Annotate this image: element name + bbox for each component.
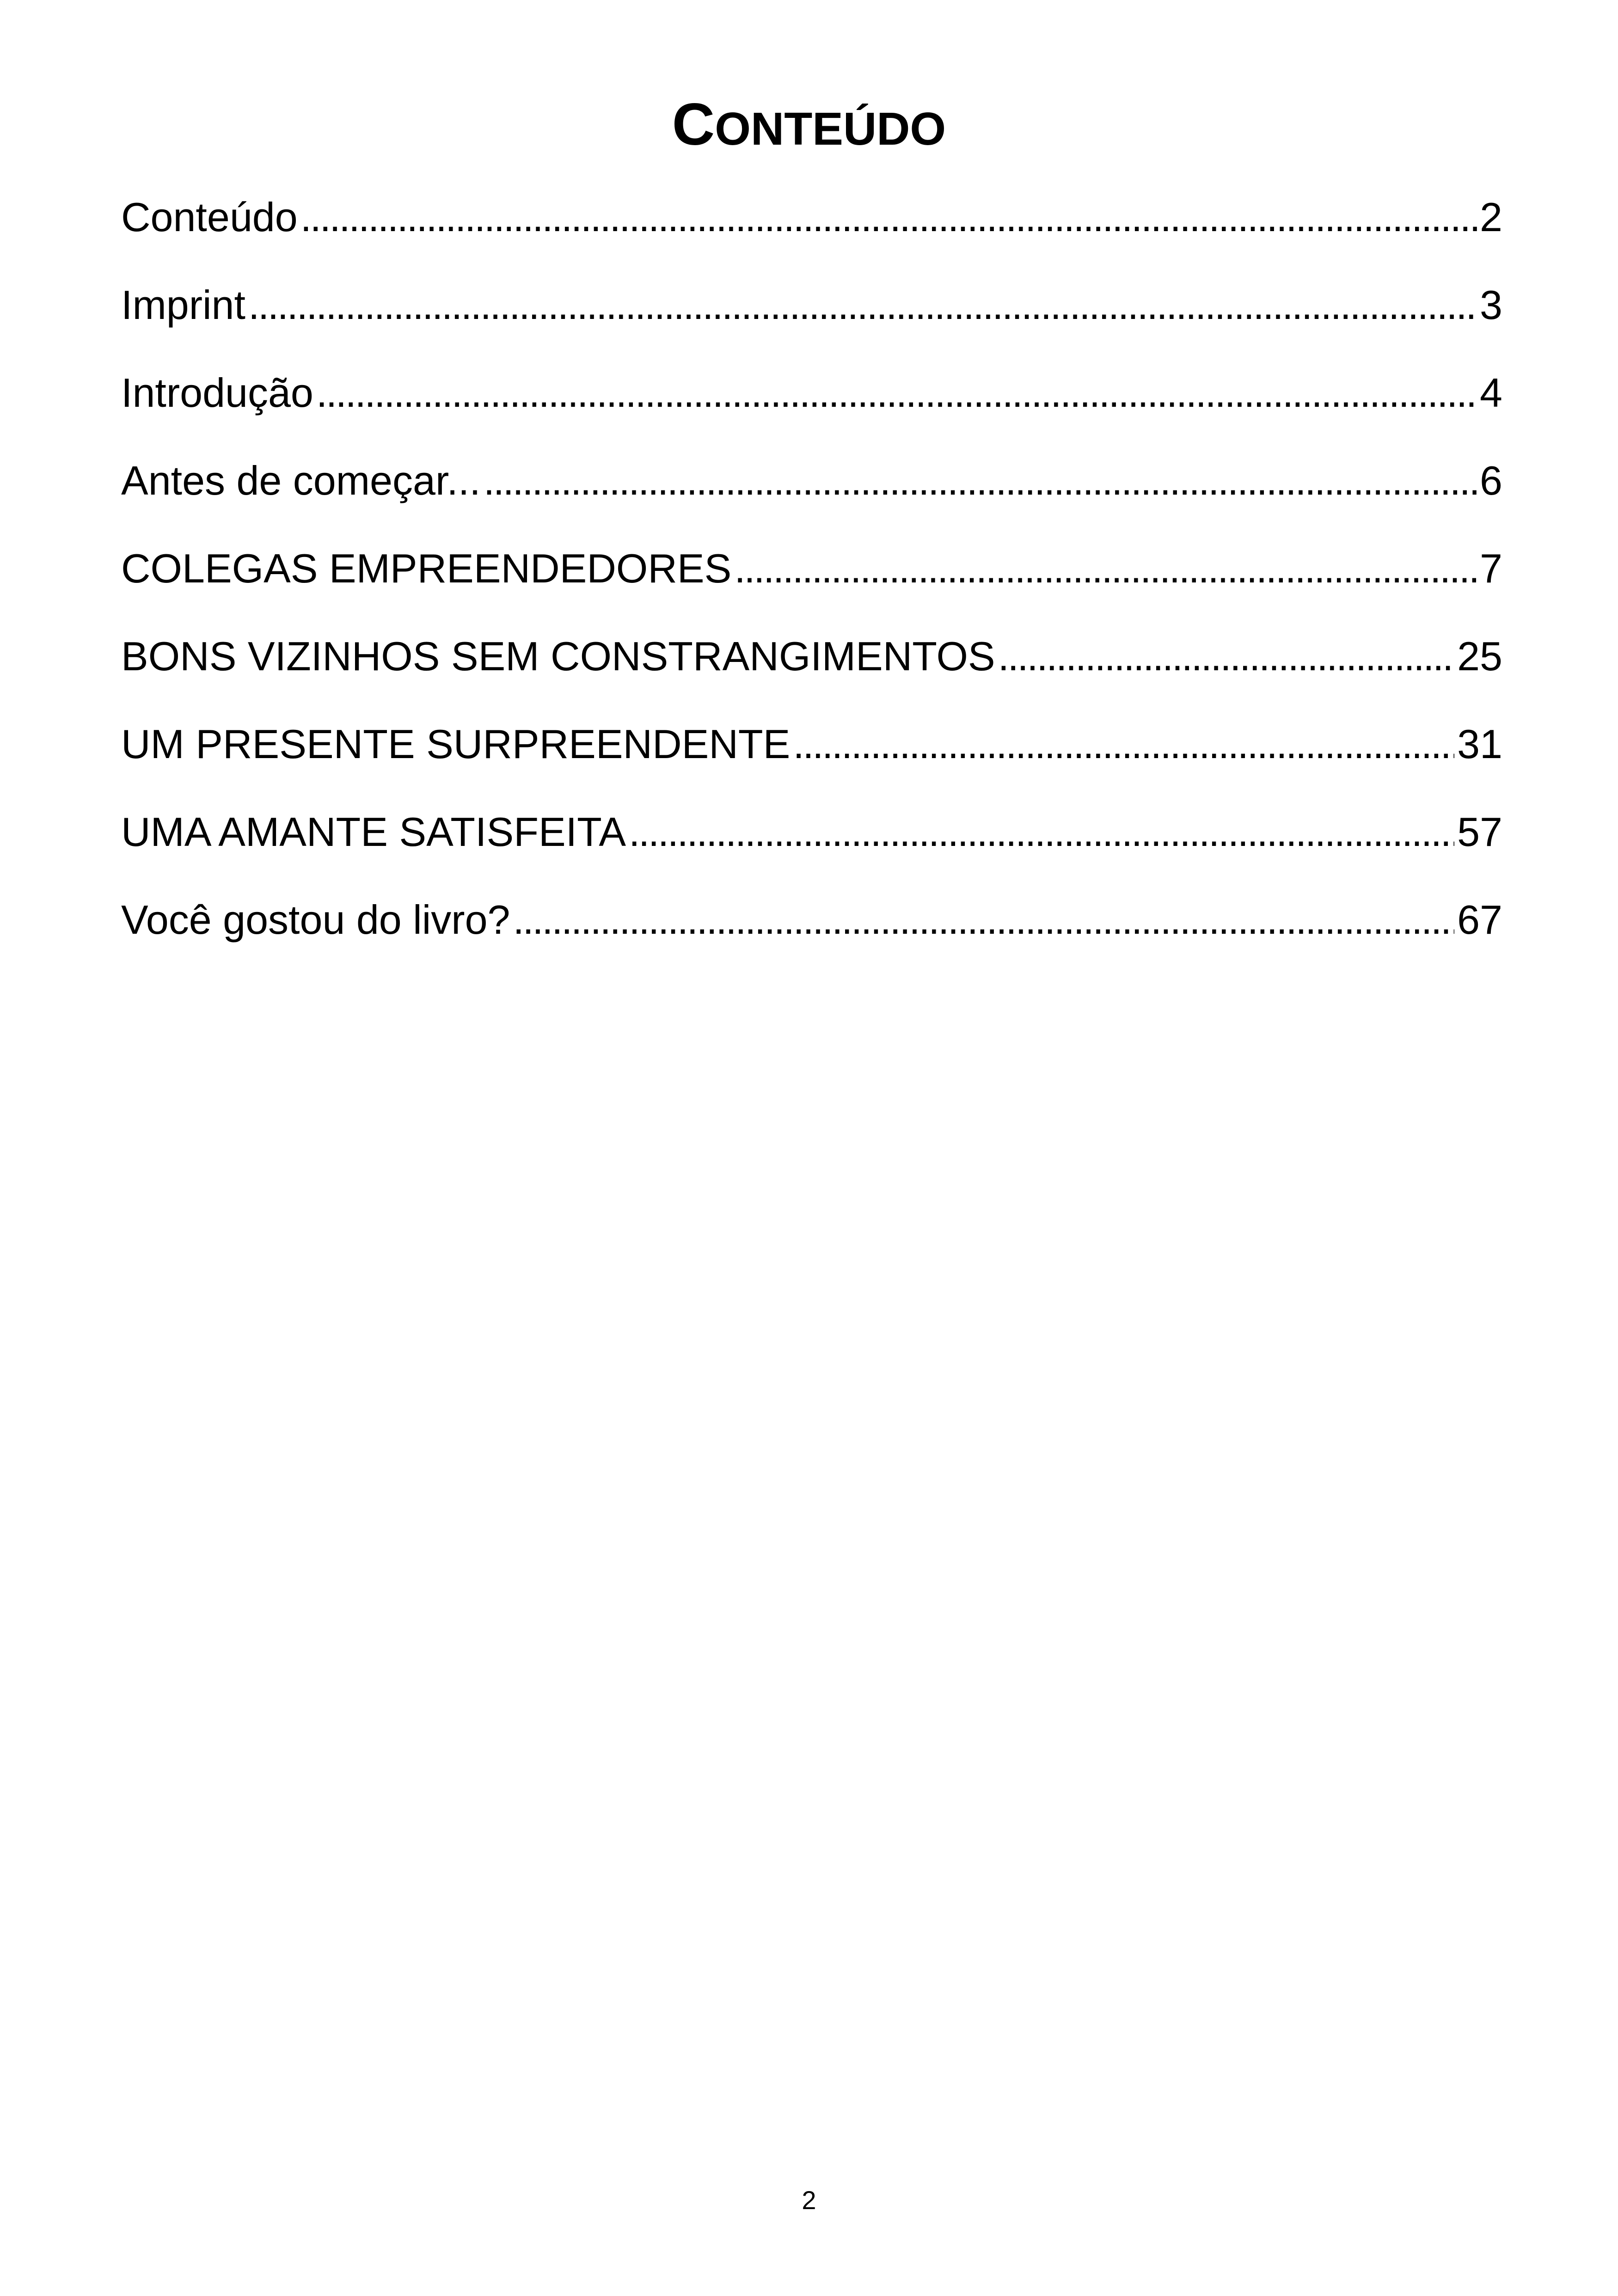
toc-dot-leader (300, 187, 1477, 247)
toc-entry-page: 6 (1480, 458, 1502, 503)
toc-entry-page: 4 (1480, 370, 1502, 416)
toc-entry-page: 67 (1457, 897, 1502, 943)
toc-entry-page: 7 (1480, 545, 1502, 591)
page-title (0, 88, 1618, 166)
table-of-contents (121, 187, 1502, 978)
toc-entry[interactable] (121, 626, 1502, 714)
toc-entry-label: Imprint (121, 282, 245, 328)
title-initial: C (672, 92, 715, 158)
toc-dot-leader (316, 363, 1477, 423)
toc-dot-leader (793, 714, 1454, 774)
toc-entry[interactable] (121, 890, 1502, 978)
toc-entry-label: UM PRESENTE SURPREENDENTE (121, 721, 791, 767)
page-number: 2 (802, 2186, 816, 2215)
toc-dot-leader (998, 626, 1455, 686)
toc-entry-page: 25 (1457, 633, 1502, 679)
toc-entry[interactable] (121, 714, 1502, 802)
toc-entry-page: 3 (1480, 282, 1502, 328)
toc-entry-label: Você gostou do livro? (121, 897, 510, 943)
toc-entry-label: UMA AMANTE SATISFEITA (121, 809, 626, 855)
toc-entry-page: 2 (1480, 194, 1502, 240)
toc-entry-label: Conteúdo (121, 194, 298, 240)
toc-entry-page: 31 (1457, 721, 1502, 767)
toc-entry[interactable] (121, 539, 1502, 626)
toc-dot-leader (484, 451, 1477, 511)
toc-entry[interactable] (121, 802, 1502, 890)
toc-entry-label: Antes de começar... (121, 458, 481, 503)
toc-entry-label: COLEGAS EMPREENDEDORES (121, 545, 732, 591)
toc-entry-page: 57 (1457, 809, 1502, 855)
toc-entry[interactable] (121, 275, 1502, 363)
toc-entry-label: Introdução (121, 370, 313, 416)
title-rest: ONTEÚDO (715, 103, 946, 155)
toc-dot-leader (513, 890, 1454, 950)
toc-entry[interactable] (121, 451, 1502, 539)
toc-entry[interactable] (121, 363, 1502, 451)
toc-dot-leader (734, 539, 1477, 599)
toc-entry-label: BONS VIZINHOS SEM CONSTRANGIMENTOS (121, 633, 995, 679)
toc-dot-leader (248, 275, 1477, 335)
toc-entry[interactable] (121, 187, 1502, 275)
toc-dot-leader (629, 802, 1454, 862)
